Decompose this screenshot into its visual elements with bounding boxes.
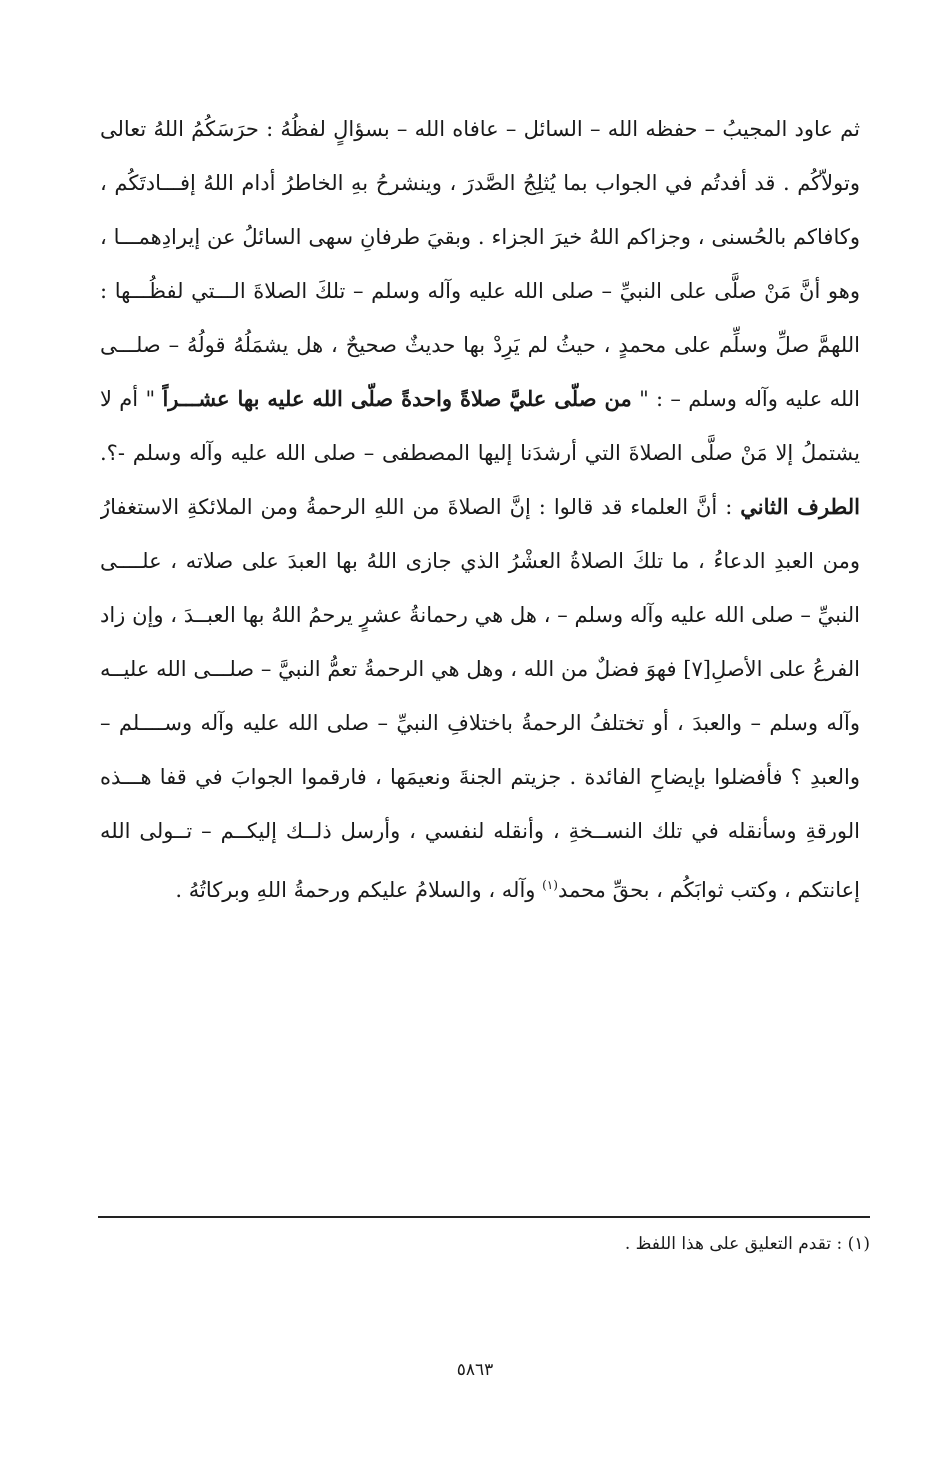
hadith-quote: من صلّى عليَّ صلاةً واحدةً صلّى الله عليه بها عشـــراً [162,386,632,411]
text-line-7: يشتملُ إلا مَنْ صلَّى الصلاةَ التي أرشدَنا إليها المصطفى – صلى الله عليه وآله وسلم -؟. [100,441,860,465]
footnote-marker: (١) [542,878,558,892]
footnote-divider [98,1216,870,1218]
text-line-8 [100,480,860,534]
text-line-4: وهو أنَّ مَنْ صلَّى على النبيِّ – صلى الله عليه وآله وسلم – تلكَ الصلاةَ الـــتي لفظُـــها : [100,279,860,303]
text-line-15-end: وآله ، والسلامُ عليكم ورحمةُ اللهِ وبركاتُهُ . [175,878,536,902]
text-line-6-start: الله عليه وآله وسلم – : " [639,387,860,411]
text-line-3: وكافاكم بالحُسنى ، وجزاكم اللهُ خيرَ الجزاء . وبقيَ طرفانِ سهى السائلُ عن إيرادِهمـــا ، [100,225,860,249]
text-line-6-end: " أم لا [100,387,156,411]
text-line-2: وتولاّكُم . قد أفدتُم في الجواب بما يُثلِجُ الصَّدرَ ، وينشرحُ بهِ الخاطرُ أدام اللهُ إفـــادتَكُم ، [100,171,860,195]
page-number: ٥٨٦٣ [456,1360,494,1380]
text-line-14: الورقةِ وسأنقله في تلك النســخةِ ، وأنقله لنفسي ، وأرسل ذلــك إليكــم – تــولى الله [100,819,860,843]
section-heading-second-part: الطرف الثاني [740,494,860,519]
text-line-1: ثم عاود المجيبُ – حفظه الله – السائل – عافاه الله – بسؤالٍ لفظُهُ : حرَسَكُمُ اللهُ تعالى [100,117,860,141]
text-line-6 [100,372,860,426]
text-line-8-rest: : أنَّ العلماء قد قالوا : إنَّ الصلاةَ من اللهِ الرحمةُ ومن الملائكةِ الاستغفارُ [100,495,733,519]
text-line-15 [100,858,860,912]
text-line-9: ومن العبدِ الدعاءُ ، ما تلكَ الصلاةُ العشْرُ الذي جازى اللهُ بها العبدَ على صلاته ، علــــى [100,549,860,573]
text-line-11: الفرعُ على الأصلِ[٧] فهوَ فضلٌ من الله ، وهل هي الرحمةُ تعمُّ النبيَّ – صلـــى الله عليــه [100,657,860,681]
text-line-13: والعبدِ ؟ فأفضلوا بإيضاحِ الفائدة . جزيتم الجنةَ ونعيمَها ، فارقموا الجوابَ في قفا هـــذه [100,765,860,789]
footnote: (١) : تقدم التعليق على هذا اللفظ . [624,1234,870,1254]
text-line-12: وآله وسلم – والعبدَ ، أو تختلفُ الرحمةُ باختلافِ النبيِّ – صلى الله عليه وآله وســــلم – [100,711,860,735]
text-line-5: اللهمَّ صلِّ وسلِّم على محمدٍ ، حيثُ لم يَرِدْ بها حديثٌ صحيحٌ ، هل يشمَلُهُ قولُهُ – صلـــى [100,333,860,357]
text-line-15-start: إعانتكم ، وكتب ثوابَكُم ، بحقِّ محمد [557,878,860,902]
main-text [100,102,860,912]
text-line-10: النبيِّ – صلى الله عليه وآله وسلم – ، هل هي رحمانةُ عشرٍ يرحمُ اللهُ بها العبــدَ ، وإن زاد [100,603,860,627]
